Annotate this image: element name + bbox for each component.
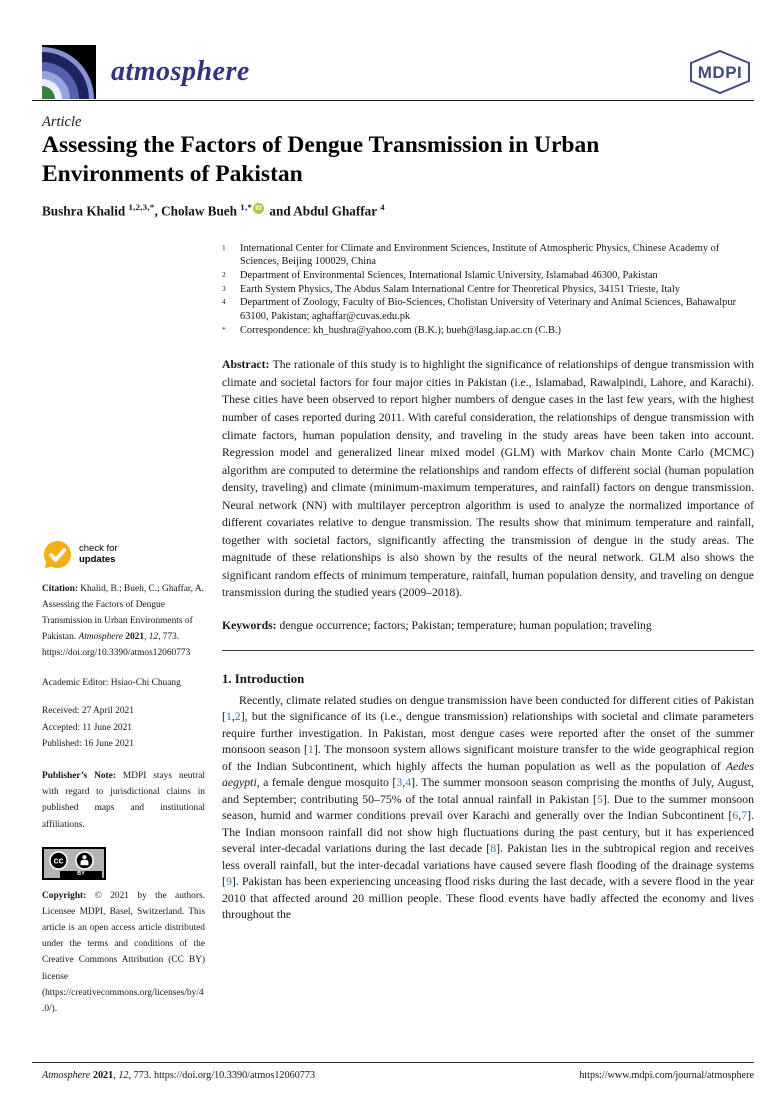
affiliation-text: Correspondence: kh_bushra@yahoo.com (B.K.); bueh@lasg.iap.ac.cn (C.B.) (240, 324, 561, 336)
cc-by-label: BY (60, 871, 102, 878)
mdpi-logo-icon (686, 49, 754, 95)
affiliation-text: Department of Environmental Sciences, International Islamic University, Islamabad 46300, Pakistan (240, 269, 658, 281)
affiliations-list (222, 242, 754, 338)
published-date: Published: 16 June 2021 (42, 738, 134, 749)
page-footer (42, 1070, 754, 1081)
affiliation-row (222, 283, 754, 297)
cc-icon (49, 851, 68, 870)
affiliation-text: Earth System Physics, The Abdus Salam International Centre for Theoretical Physics, 34151 Trieste, Italy (240, 283, 680, 295)
citation-ref-link[interactable]: 1 (307, 742, 314, 757)
article-type-label: Article (42, 114, 82, 130)
citation-ref-link[interactable]: 4 (405, 775, 412, 790)
citation-ref-link[interactable]: 3 (396, 775, 403, 790)
accepted-date: Accepted: 11 June 2021 (42, 722, 132, 733)
crossmark-check-icon (42, 540, 73, 571)
affiliation-marker: 4 (222, 297, 226, 307)
footer-citation: Atmosphere 2021, 12, 773. https://doi.org/10.3390/atmos12060773 (42, 1070, 316, 1081)
journal-header (42, 45, 754, 99)
main-content (0, 242, 784, 1017)
affiliation-row (222, 242, 754, 269)
section-heading-introduction: 1. Introduction (222, 671, 305, 686)
abstract-paragraph: Abstract: The rationale of this study is to highlight the significance of relationships of dengue transmission with climate and societal factors for four major cities in Pakistan (i.e., Islamabad, Rawalpindi, Lahore, and Karachi). These cities have been observed to report higher numbers of dengue cases in the last few years, with the highest number of cases reported during 2011. With careful consideration, the relationships of dengue transmission with climate factors, human population density, and traveling in the study areas have been taken into account. Regression model and generalized linear mixed model (GLM) with Markov chain Monte Carlo (MCMC) algorithm are computed to determine the relationships and random effects of different social (human population density, traveling) and climate (minimum-maximum temperatures, and rainfall) factors on dengue transmission. Neural network (NN) with multilayer perceptron algorithm is used to analyze the normalized importance of different covariates relative to dengue transmission. The results show that minimum temperature and rainfall, together with societal factors, significantly affecting the transmission of dengue in the study areas. The magnitude of these relationships is also shown by the results of the neural network. GLM also shows the significant random effects of minimum temperature, rainfall, human population density, and traveling on dengue transmission during the studied years (2009–2018). (222, 358, 754, 600)
citation-block: Citation: Khalid, B.; Bueh, C.; Ghaffar, A. Assessing the Factors of Dengue Transmission in Urban Environments of Pakistan. Atmosphere 2021, 12, 773. https://doi.org/10.3390/atmos12060773 (42, 583, 204, 659)
citation-ref-link[interactable]: 6 (732, 808, 739, 823)
page-title: Assessing the Factors of Dengue Transmission in Urban Environments of Pakistan (42, 132, 600, 188)
academic-editor: Academic Editor: Hsiao-Chi Chuang (42, 677, 181, 688)
received-date: Received: 27 April 2021 (42, 706, 134, 717)
affiliation-marker: 1 (222, 242, 226, 252)
citation-ref-link[interactable]: 2 (234, 709, 241, 724)
article-history (42, 703, 205, 752)
affiliation-marker: * (222, 324, 226, 334)
svg-text:MDPI: MDPI (697, 63, 743, 82)
front-matter-divider (222, 650, 754, 651)
copyright-block: Copyright: © 2021 by the authors. Licensee MDPI, Basel, Switzerland. This article is an open access article distributed under the terms and conditions of the Creative Commons Attribution (CC BY) license (https://creativecommons.org/licenses/by/4.0/). (42, 890, 205, 1014)
affiliation-row (222, 269, 754, 283)
affiliation-text: Department of Zoology, Faculty of Bio-Sciences, Cholistan University of Veterinary and Animal Sciences, Bahawalpur 63100, Pakistan; aghaffar@cuvas.edu.pk (240, 297, 737, 322)
affiliation-row (222, 296, 754, 323)
cc-by-license-badge[interactable] (42, 847, 106, 880)
keywords-line: Keywords: dengue occurrence; factors; Pakistan; temperature; human population; traveling (222, 619, 652, 632)
affiliation-marker: 3 (222, 283, 226, 293)
left-sidebar (42, 242, 205, 1017)
authors-line: Bushra Khalid $^{1,2,3,*}$, Cholaw Bueh $^{1,*}$ iD and Abdul Ghaffar $^4$ (42, 202, 385, 219)
citation-ref-link[interactable]: 7 (741, 808, 748, 823)
affiliation-row (222, 324, 754, 338)
check-for-updates-badge[interactable] (42, 540, 138, 571)
citation-ref-link[interactable]: 5 (596, 791, 603, 806)
affiliation-text: International Center for Climate and Environment Sciences, Institute of Atmospheric Physics, Chinese Academy of Sciences, Beijing 100029, China (240, 242, 720, 268)
by-person-icon (75, 851, 94, 870)
footer-divider (32, 1062, 754, 1063)
citation-ref-link[interactable]: 1 (225, 709, 232, 724)
article-front-matter (222, 242, 754, 923)
svg-text:cc: cc (53, 855, 64, 866)
header-divider (32, 100, 754, 101)
publishers-note: Publisher’s Note: MDPI stays neutral with regard to jurisdictional claims in published maps and institutional affiliations. (42, 771, 205, 830)
atmosphere-journal-logo-icon (42, 45, 96, 99)
affiliation-marker: 2 (222, 269, 226, 279)
journal-wordmark: atmosphere (111, 56, 250, 87)
introduction-paragraph: Recently, climate related studies on dengue transmission have been conducted for different cities of Pakistan [1,2], but the significance of its (i.e., dengue transmission) relationships with societal and climate parameters require further investigation. In Pakistan, most dengue cases were reported after the onset of the summer monsoon season [1]. The monsoon system allows significant moisture transfer to the wide geographical region of the Indian Subcontinent, which highly affects the human population as well as the population of Aedes aegypti, a female dengue mosquito [3,4]. The summer monsoon season comprising the months of July, August, and September; contributing 50–75% of the total annual rainfall in Pakistan [5]. Due to the summer monsoon season, humid and warmer conditions prevail over Karachi and generally over the Indian Subcontinent [6,7]. The Indian monsoon rainfall did not show high fluctuations during the past century, but it has experienced several inter-decadal variations during the last decade [8]. Pakistan lies in the subtropical region and receives less overall rainfall, but the inter-decadal variations have caused severe flash flooding of the drainage systems [9]. Pakistan has been experiencing unceasing flood risks during the last decade, with a severe flood in the year 2010 that affected around 20 million people. These flood events have badly affected the economy and lives throughout the (222, 692, 754, 922)
check-for-updates-label: check for updates (79, 543, 118, 566)
footer-journal-url: https://www.mdpi.com/journal/atmosphere (579, 1070, 754, 1081)
orcid-icon[interactable]: iD (253, 203, 264, 214)
citation-ref-link[interactable]: 8 (490, 841, 497, 856)
citation-ref-link[interactable]: 9 (225, 874, 232, 889)
